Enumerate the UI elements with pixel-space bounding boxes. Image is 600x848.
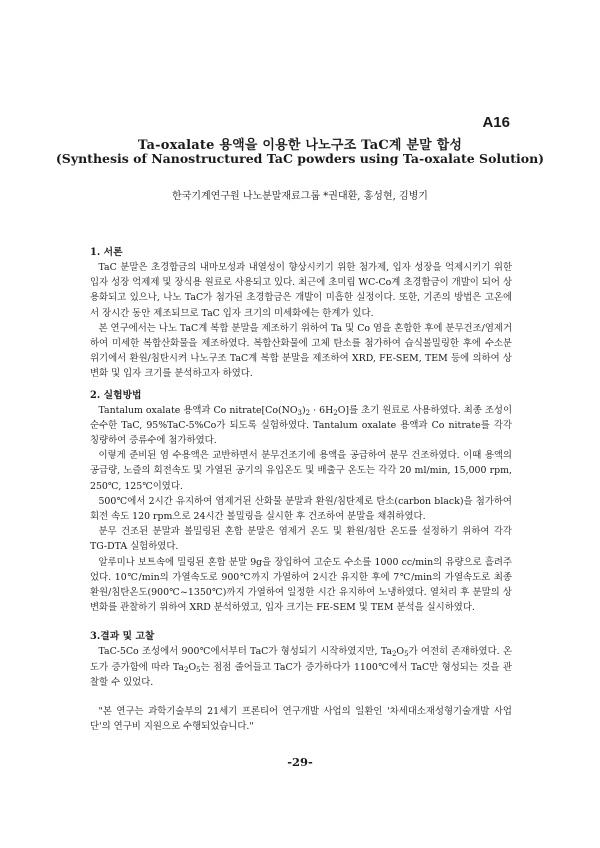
- methods-paragraph-3: 500℃에서 2시간 유지하여 염제거된 산화물 분말과 환원/침탄제로 탄소(carbon black)을 첨가하여 회전 속도 120 rpm으로 24시간 볼밀링을 실시한 후 건조하여 분말을 채취하였다.: [90, 495, 512, 523]
- section-heading-intro: 1. 서론: [90, 247, 123, 258]
- page-number: -29-: [287, 755, 313, 769]
- subscript: 2: [305, 408, 311, 417]
- text-run: TaC-5Co 조성에서 900℃에서부터 TaC가 형성되기 시작하였지만, Ta: [98, 646, 392, 658]
- subscript: 3: [297, 408, 302, 417]
- text-run: 는 점점 줄어들고 TaC가 증가하다가 1100℃에서 TaC만 형성되는 것을 관찰할 수 있었다.: [90, 661, 512, 688]
- title-korean: Ta-oxalate 용액을 이용한 나노구조 TaC계 분말 합성: [137, 138, 463, 153]
- subscript: 2: [333, 408, 338, 417]
- text-run: O: [188, 661, 197, 673]
- text-run: O]를 초기 원료로 사용하였다. 최종 조성이 순수한 TaC, 95%TaC-5%Co가 되도록 실험하였다. Tantalum oxalate 용액과 Co nitrate를 각각 칭량하여 증류수에 첨가하였다.: [90, 404, 512, 447]
- intro-paragraph-1: TaC 분말은 초경합금의 내마모성과 내열성이 향상시키기 위한 첨가제, 입자 성장을 억제시키기 위한 입자 성장 억제제 및 장식용 원료로 사용되고 있다. 최근에 초미립 WC-Co계 초경합금이 개발이 되어 상용화되고 있으나, 나노 TaC가 첨가된 초경합금은 개발이 미흡한 실정이다. 또한, 기존의 방법은 고온에서 장시간 동안 제조되므로 TaC 입자 크기의 미세화에는 한계가 있다.: [90, 262, 512, 319]
- results-paragraph-1: [90, 644, 512, 690]
- methods-paragraph-2: 이렇게 준비된 염 수용액은 교반하면서 분무건조기에 용액을 공급하여 분무 건조하였다. 이때 용액의 공급량, 노즐의 회전속도 및 가열된 공기의 유입온도 및 배출구 온도는 각각 20 ml/min, 15,000 rpm, 250℃, 125℃이였다.: [90, 450, 512, 492]
- methods-paragraph-1: [90, 403, 512, 449]
- text-run: O: [396, 646, 405, 658]
- title-english: (Synthesis of Nanostructured TaC powders using Ta-oxalate Solution): [55, 151, 545, 166]
- abstract-code: A16: [482, 114, 510, 131]
- section-heading-methods: 2. 실험방법: [90, 389, 142, 401]
- paper-body: [90, 245, 512, 734]
- subscript: 2: [183, 665, 189, 674]
- text-run: · 6H: [310, 404, 334, 416]
- subscript: 2: [391, 650, 397, 659]
- text-run: ): [302, 404, 306, 416]
- subscript: 5: [196, 665, 201, 674]
- author-affiliation: 한국기계연구원 나노분말재료그룹 *권대환, 홍성현, 김병기: [172, 191, 428, 202]
- methods-paragraph-4: 분무 건조된 분말과 볼밀링된 혼합 분말은 염제거 온도 및 환원/침탄 온도를 설정하기 위하여 각각 TG-DTA 실험하였다.: [90, 526, 512, 553]
- methods-paragraph-5: 알루미나 보트속에 밀링된 혼합 분말 9g을 장입하여 고순도 수소를 1000 cc/min의 유량으로 흘려주었다. 10℃/min의 가열속도로 900℃까지 가열하여 2시간 유지한 후에 7℃/min의 가열속도로 최종 환원/침탄온도(900℃~1350℃)까지 가열하여 일정한 시간 유지하여 노냉하였다. 열처리 후 분말의 상변화를 관찰하기 위하여 XRD 분석하였고, 입자 크기는 FE-SEM 및 TEM 분석을 실시하였다.: [90, 556, 512, 614]
- subscript: 5: [404, 650, 409, 659]
- intro-paragraph-2: 본 연구에서는 나노 TaC계 복합 분말을 제조하기 위하여 Ta 및 Co 염을 혼합한 후에 분무건조/염제거하여 미세한 복합산화물을 제조하였다. 복합산화물에 고체 탄소를 첨가하여 습식볼밀링한 후에 수소분위기에서 환원/침탄시켜 나노구조 TaC계 복합 분말을 제조하여 XRD, FE-SEM, TEM 등에 의하여 상변화 및 입자 크기를 분석하고자 하였다.: [90, 322, 512, 380]
- section-heading-results: 3.결과 및 고찰: [90, 631, 155, 643]
- text-run: Tantalum oxalate 용액과 Co nitrate[Co(NO: [98, 404, 298, 416]
- acknowledgement: "본 연구는 과학기술부의 21세기 프론티어 연구개발 사업의 일환인 '차세대소재성형기술개발 사업단'의 연구비 지원으로 수행되었습니다.": [90, 706, 512, 733]
- text-run: 가 여전히 존재하였다. 온도가 증가함에 따라 Ta: [90, 646, 512, 673]
